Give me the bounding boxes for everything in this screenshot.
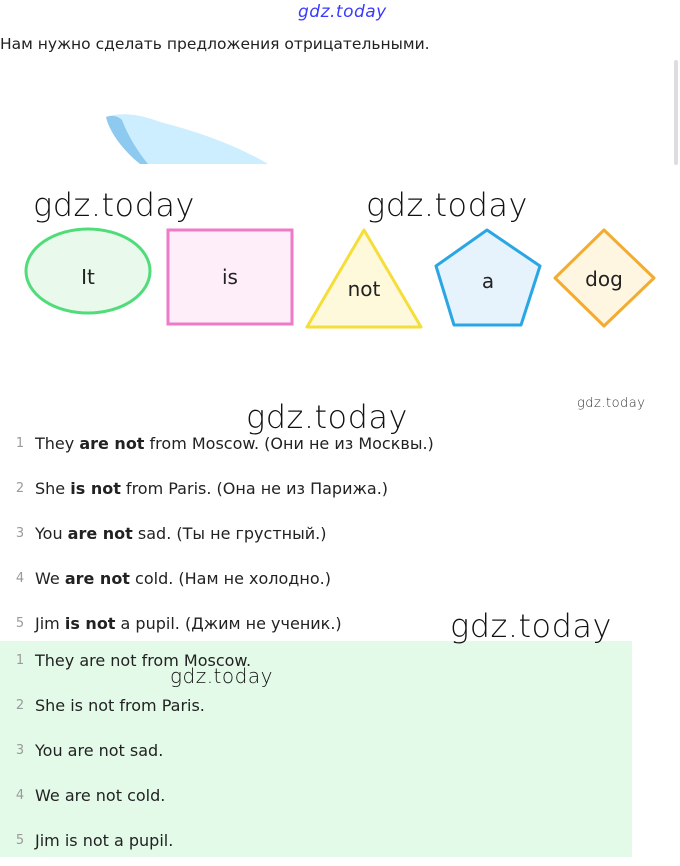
- watermark: gdz.today: [33, 186, 195, 224]
- item-number: 3: [15, 526, 25, 541]
- watermark: gdz.today: [246, 398, 408, 436]
- item-number: 2: [15, 698, 25, 713]
- item-text: Jim is not a pupil.: [35, 831, 174, 850]
- item-number: 4: [15, 571, 25, 586]
- item-number: 4: [15, 788, 25, 803]
- item-text: We are not cold. (Нам не холодно.): [35, 569, 331, 588]
- watermark: gdz.today: [450, 607, 612, 645]
- list-item: [0, 469, 640, 514]
- word-shapes: [20, 222, 665, 337]
- watermark: gdz.today: [298, 2, 387, 22]
- item-text: You are not sad.: [35, 741, 164, 760]
- list-item: [0, 821, 632, 866]
- list-item: [0, 776, 632, 821]
- answer-list: [0, 641, 632, 857]
- item-text: You are not sad. (Ты не грустный.): [35, 524, 327, 543]
- item-text: Jim is not a pupil. (Джим не ученик.): [35, 614, 342, 633]
- watermark: gdz.today: [577, 396, 646, 411]
- item-number: 2: [15, 481, 25, 496]
- item-text: We are not cold.: [35, 786, 166, 805]
- scrollbar[interactable]: [674, 60, 678, 165]
- watermark: gdz.today: [366, 186, 528, 224]
- list-item: [0, 424, 640, 469]
- item-number: 5: [15, 833, 25, 848]
- shape-label-is: is: [222, 265, 238, 289]
- item-text: She is not from Paris.: [35, 696, 205, 715]
- list-item: [0, 514, 640, 559]
- item-text: She is not from Paris. (Она не из Парижа.): [35, 479, 389, 498]
- shape-label-not: not: [347, 277, 381, 301]
- list-item: [0, 641, 632, 686]
- item-number: 1: [15, 436, 25, 451]
- shape-label-it: It: [81, 265, 95, 289]
- item-text: They are not from Moscow. (Они не из Москвы.): [35, 434, 434, 453]
- watermark: gdz.today: [170, 664, 273, 688]
- decorative-wave: [100, 112, 275, 167]
- list-item: [0, 731, 632, 776]
- intro-text: Нам нужно сделать предложения отрицательными.: [0, 35, 430, 53]
- item-text: They are not from Moscow.: [35, 651, 252, 670]
- list-item: [0, 686, 632, 731]
- shape-label-a: a: [481, 269, 495, 293]
- list-item: [0, 559, 640, 604]
- item-number: 5: [15, 616, 25, 631]
- item-number: 3: [15, 743, 25, 758]
- item-number: 1: [15, 653, 25, 668]
- shape-label-dog: dog: [585, 267, 623, 291]
